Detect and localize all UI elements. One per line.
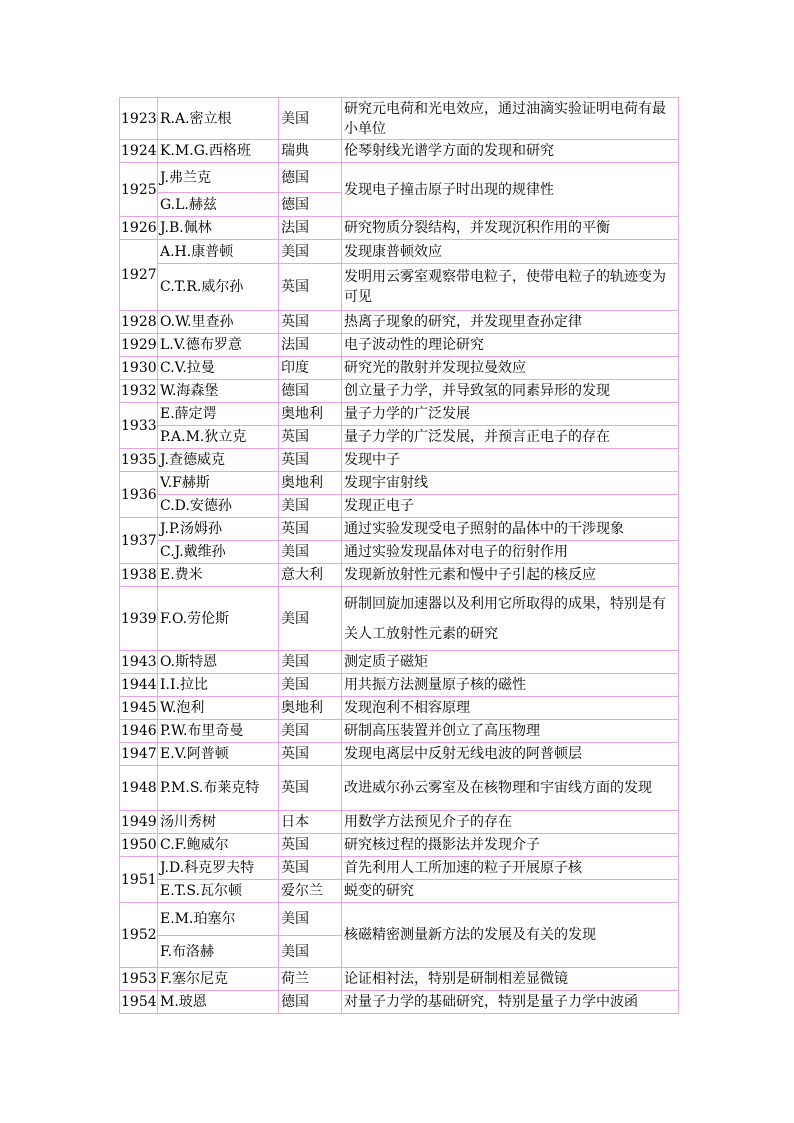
- year-cell: 1938: [120, 564, 158, 587]
- table-row: [120, 334, 679, 357]
- year-cell: 1935: [120, 449, 158, 472]
- table-row: [120, 651, 679, 674]
- country-cell: 美国: [279, 674, 342, 697]
- country-cell: 英国: [279, 834, 342, 857]
- table-row: [120, 857, 679, 880]
- achievement-cell: 发现宇宙射线: [342, 472, 679, 495]
- achievement-cell: 发现正电子: [342, 495, 679, 518]
- year-cell: 1946: [120, 720, 158, 743]
- table-row: [120, 880, 679, 903]
- table-row: [120, 357, 679, 380]
- achievement-cell: 研制高压装置并创立了高压物理: [342, 720, 679, 743]
- laureate-name-cell: C.T.R.威尔孙: [158, 264, 279, 311]
- laureate-name-cell: F.O.劳伦斯: [158, 587, 279, 651]
- achievement-cell: 发现康普顿效应: [342, 240, 679, 264]
- laureate-name-cell: R.A.密立根: [158, 98, 279, 140]
- table-row: [120, 903, 679, 936]
- country-cell: 荷兰: [279, 968, 342, 991]
- year-cell: 1937: [120, 518, 158, 564]
- laureate-name-cell: E.T.S.瓦尔顿: [158, 880, 279, 903]
- laureate-name-cell: O.斯特恩: [158, 651, 279, 674]
- country-cell: 德国: [279, 193, 342, 217]
- laureate-name-cell: O.W.里查孙: [158, 311, 279, 334]
- country-cell: 意大利: [279, 564, 342, 587]
- laureate-name-cell: J.B.佩林: [158, 217, 279, 240]
- country-cell: 英国: [279, 766, 342, 811]
- country-cell: 瑞典: [279, 140, 342, 163]
- year-cell: 1929: [120, 334, 158, 357]
- laureate-name-cell: C.D.安德孙: [158, 495, 279, 518]
- nobel-physics-table-page: [119, 97, 679, 1014]
- year-cell: 1943: [120, 651, 158, 674]
- laureate-name-cell: E.薛定谔: [158, 403, 279, 426]
- table-row: [120, 311, 679, 334]
- laureate-name-cell: A.H.康普顿: [158, 240, 279, 264]
- country-cell: 德国: [279, 380, 342, 403]
- table-row: [120, 240, 679, 264]
- laureate-name-cell: E.M.珀塞尔: [158, 903, 279, 936]
- year-cell: 1932: [120, 380, 158, 403]
- country-cell: 法国: [279, 334, 342, 357]
- achievement-cell: 蜕变的研究: [342, 880, 679, 903]
- laureate-name-cell: J.弗兰克: [158, 163, 279, 193]
- year-cell: 1924: [120, 140, 158, 163]
- laureate-name-cell: P.M.S.布莱克特: [158, 766, 279, 811]
- country-cell: 印度: [279, 357, 342, 380]
- achievement-cell: 首先利用人工所加速的粒子开展原子核: [342, 857, 679, 880]
- country-cell: 英国: [279, 264, 342, 311]
- year-cell: 1950: [120, 834, 158, 857]
- table-row: [120, 163, 679, 193]
- laureate-name-cell: C.V.拉曼: [158, 357, 279, 380]
- table-row: [120, 403, 679, 426]
- country-cell: 美国: [279, 720, 342, 743]
- achievement-cell: 改进威尔孙云雾室及在核物理和宇宙线方面的发现: [342, 766, 679, 811]
- year-cell: 1928: [120, 311, 158, 334]
- country-cell: 美国: [279, 495, 342, 518]
- table-row: [120, 968, 679, 991]
- laureate-name-cell: J.D.科克罗夫特: [158, 857, 279, 880]
- year-cell: 1936: [120, 472, 158, 518]
- country-cell: 奥地利: [279, 472, 342, 495]
- achievement-cell: 研究光的散射并发现拉曼效应: [342, 357, 679, 380]
- country-cell: 英国: [279, 518, 342, 541]
- laureate-name-cell: W.海森堡: [158, 380, 279, 403]
- country-cell: 美国: [279, 587, 342, 651]
- country-cell: 英国: [279, 743, 342, 766]
- country-cell: 美国: [279, 651, 342, 674]
- country-cell: 美国: [279, 98, 342, 140]
- country-cell: 爱尔兰: [279, 880, 342, 903]
- achievement-cell: 研究元电荷和光电效应，通过油滴实验证明电荷有最小单位: [342, 98, 679, 140]
- achievement-cell: 发现电子撞击原子时出现的规律性: [342, 163, 679, 217]
- country-cell: 英国: [279, 426, 342, 449]
- achievement-cell: 量子力学的广泛发展: [342, 403, 679, 426]
- country-cell: 美国: [279, 936, 342, 968]
- laureate-name-cell: C.F.鲍威尔: [158, 834, 279, 857]
- achievement-cell: 用共振方法测量原子核的磁性: [342, 674, 679, 697]
- year-cell: 1954: [120, 991, 158, 1014]
- laureate-name-cell: G.L.赫兹: [158, 193, 279, 217]
- table-row: [120, 217, 679, 240]
- country-cell: 美国: [279, 240, 342, 264]
- achievement-cell: 量子力学的广泛发展，并预言正电子的存在: [342, 426, 679, 449]
- year-cell: 1945: [120, 697, 158, 720]
- country-cell: 日本: [279, 811, 342, 834]
- table-row: [120, 449, 679, 472]
- laureate-name-cell: F.布洛赫: [158, 936, 279, 968]
- laureate-name-cell: V.F赫斯: [158, 472, 279, 495]
- achievement-cell: 对量子力学的基础研究，特别是量子力学中波函: [342, 991, 679, 1014]
- achievement-cell: 通过实验发现晶体对电子的衍射作用: [342, 541, 679, 564]
- table-row: [120, 720, 679, 743]
- achievement-cell: 发明用云雾室观察带电粒子，使带电粒子的轨迹变为可见: [342, 264, 679, 311]
- achievement-cell: 核磁精密测量新方法的发展及有关的发现: [342, 903, 679, 968]
- table-row: [120, 766, 679, 811]
- achievement-cell: 用数学方法预见介子的存在: [342, 811, 679, 834]
- year-cell: 1951: [120, 857, 158, 903]
- achievement-cell: 研究核过程的摄影法并发现介子: [342, 834, 679, 857]
- laureate-name-cell: P.A.M.狄立克: [158, 426, 279, 449]
- achievement-cell: 发现新放射性元素和慢中子引起的核反应: [342, 564, 679, 587]
- laureate-name-cell: P.W.布里奇曼: [158, 720, 279, 743]
- year-cell: 1953: [120, 968, 158, 991]
- table-row: [120, 697, 679, 720]
- table-row: [120, 472, 679, 495]
- country-cell: 英国: [279, 449, 342, 472]
- table-row: [120, 98, 679, 140]
- year-cell: 1944: [120, 674, 158, 697]
- year-cell: 1927: [120, 240, 158, 311]
- laureate-name-cell: C.J.戴维孙: [158, 541, 279, 564]
- table-row: [120, 264, 679, 311]
- achievement-cell: 发现电离层中反射无线电波的阿普顿层: [342, 743, 679, 766]
- country-cell: 奥地利: [279, 403, 342, 426]
- laureate-name-cell: J.查德威克: [158, 449, 279, 472]
- achievement-cell: 研究物质分裂结构，并发现沉积作用的平衡: [342, 217, 679, 240]
- laureate-name-cell: K.M.G.西格班: [158, 140, 279, 163]
- year-cell: 1949: [120, 811, 158, 834]
- achievement-cell: 创立量子力学，并导致氢的同素异形的发现: [342, 380, 679, 403]
- table-row: [120, 811, 679, 834]
- year-cell: 1933: [120, 403, 158, 449]
- country-cell: 奥地利: [279, 697, 342, 720]
- laureate-name-cell: E.费米: [158, 564, 279, 587]
- year-cell: 1925: [120, 163, 158, 217]
- laureate-name-cell: I.I.拉比: [158, 674, 279, 697]
- country-cell: 德国: [279, 991, 342, 1014]
- year-cell: 1939: [120, 587, 158, 651]
- achievement-cell: 测定质子磁矩: [342, 651, 679, 674]
- country-cell: 美国: [279, 541, 342, 564]
- achievement-cell: 发现中子: [342, 449, 679, 472]
- country-cell: 英国: [279, 311, 342, 334]
- achievement-cell: 研制回旋加速器以及利用它所取得的成果，特别是有关人工放射性元素的研究: [342, 587, 679, 651]
- laureate-name-cell: 汤川秀树: [158, 811, 279, 834]
- laureate-name-cell: E.V.阿普顿: [158, 743, 279, 766]
- achievement-cell: 通过实验发现受电子照射的晶体中的干涉现象: [342, 518, 679, 541]
- table-row: [120, 541, 679, 564]
- laureate-name-cell: M.玻恩: [158, 991, 279, 1014]
- laureate-name-cell: W.泡利: [158, 697, 279, 720]
- laureate-name-cell: J.P.汤姆孙: [158, 518, 279, 541]
- year-cell: 1923: [120, 98, 158, 140]
- table-row: [120, 587, 679, 651]
- laureate-name-cell: F.塞尔尼克: [158, 968, 279, 991]
- table-row: [120, 743, 679, 766]
- country-cell: 英国: [279, 857, 342, 880]
- year-cell: 1948: [120, 766, 158, 811]
- laureate-name-cell: L.V.德布罗意: [158, 334, 279, 357]
- table-row: [120, 674, 679, 697]
- country-cell: 德国: [279, 163, 342, 193]
- achievement-cell: 发现泡利不相容原理: [342, 697, 679, 720]
- achievement-cell: 论证相衬法，特别是研制相差显微镜: [342, 968, 679, 991]
- year-cell: 1930: [120, 357, 158, 380]
- table-row: [120, 564, 679, 587]
- nobel-physics-table: [119, 97, 679, 1014]
- table-body: [120, 98, 679, 1014]
- achievement-cell: 伦琴射线光谱学方面的发现和研究: [342, 140, 679, 163]
- table-row: [120, 495, 679, 518]
- table-row: [120, 518, 679, 541]
- country-cell: 法国: [279, 217, 342, 240]
- achievement-cell: 电子波动性的理论研究: [342, 334, 679, 357]
- table-row: [120, 834, 679, 857]
- year-cell: 1926: [120, 217, 158, 240]
- table-row: [120, 380, 679, 403]
- table-row: [120, 426, 679, 449]
- country-cell: 美国: [279, 903, 342, 936]
- achievement-cell: 热离子现象的研究，并发现里查孙定律: [342, 311, 679, 334]
- year-cell: 1947: [120, 743, 158, 766]
- year-cell: 1952: [120, 903, 158, 968]
- table-row: [120, 140, 679, 163]
- table-row: [120, 991, 679, 1014]
